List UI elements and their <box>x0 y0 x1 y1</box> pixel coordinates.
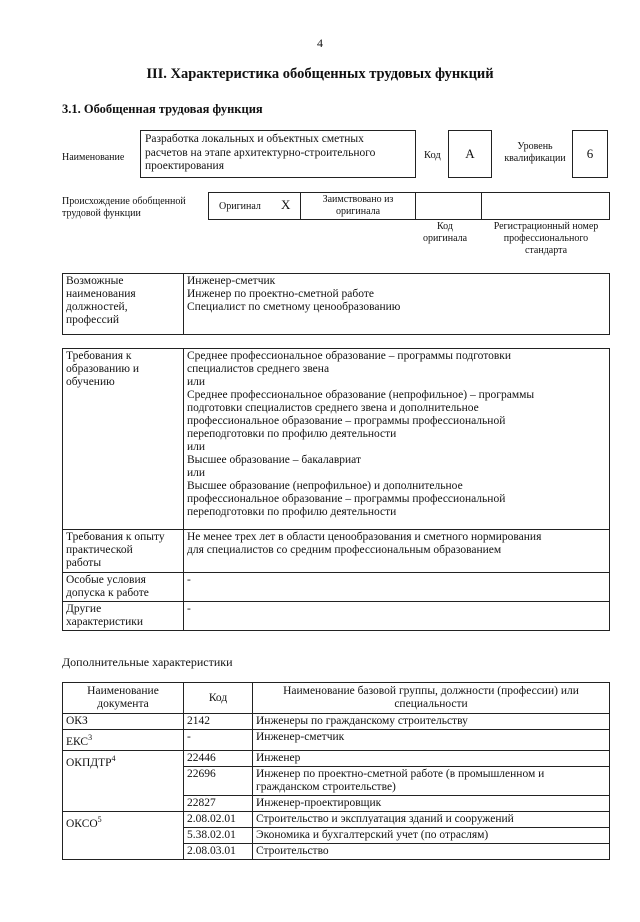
admission-label: Особые условия допуска к работе <box>63 573 184 602</box>
additional-table <box>62 682 610 860</box>
divider <box>300 193 301 219</box>
table-row <box>63 811 610 827</box>
page-number: 4 <box>317 36 323 50</box>
experience-value: Не менее трех лет в области ценообразования и сметного нормирования для специалистов со средним профессиональным образованием <box>184 530 610 573</box>
doc-cell: ЕКС$^3$ <box>63 730 184 751</box>
other-label: Другие характеристики <box>63 602 184 631</box>
table-row <box>63 274 610 335</box>
code-cell: 22696 <box>184 766 253 795</box>
table-header-row <box>63 683 610 714</box>
doc-cell: ОКПДТР$^4$ <box>63 750 184 811</box>
other-value: - <box>184 602 610 631</box>
table-row <box>63 349 610 530</box>
name-cell: Инженер-проектировщик <box>253 795 610 811</box>
function-name-line: Разработка локальных и объектных сметных <box>145 133 364 145</box>
borrowed-label: Заимствовано из оригинала <box>322 194 394 217</box>
header-doc: Наименование документа <box>63 683 184 714</box>
code-cell: 2.08.02.01 <box>184 811 253 827</box>
name-cell: Строительство и эксплуатация зданий и сооружений <box>253 811 610 827</box>
table-row <box>63 750 610 766</box>
name-cell: Инженеры по гражданскому строительству <box>253 714 610 730</box>
name-cell: Инженер <box>253 750 610 766</box>
name-cell: Строительство <box>253 843 610 859</box>
code-label: Код <box>424 150 441 161</box>
original-label: Оригинал <box>219 201 261 212</box>
function-name-box <box>140 130 416 178</box>
table-row <box>63 573 610 602</box>
origin-label: Происхождение обобщенной трудовой функции <box>62 196 186 219</box>
admission-value: - <box>184 573 610 602</box>
additional-heading: Дополнительные характеристики <box>62 655 233 669</box>
header-name: Наименование базовой группы, должности (профессии) или специальности <box>253 683 610 714</box>
education-label: Требования к образованию и обучению <box>63 349 184 530</box>
name-cell: Инженер-сметчик <box>253 730 610 751</box>
doc-cell: ОКСО$^5$ <box>63 811 184 859</box>
level-value: 6 <box>572 130 608 178</box>
function-name-line: проектирования <box>145 160 224 172</box>
divider <box>481 193 482 219</box>
level-label: Уровень квалификации <box>504 141 566 164</box>
experience-label: Требования к опыту практической работы <box>63 530 184 573</box>
code-cell: 2142 <box>184 714 253 730</box>
requirements-table <box>62 348 610 631</box>
name-cell: Инженер по проектно-сметной работе (в промышленном и гражданском строительстве) <box>253 766 610 795</box>
divider <box>415 193 416 219</box>
code-cell: 22827 <box>184 795 253 811</box>
section-title: III. Характеристика обобщенных трудовых функций <box>146 66 494 82</box>
code-cell: 5.38.02.01 <box>184 827 253 843</box>
table-row <box>63 602 610 631</box>
name-label: Наименование <box>62 152 125 163</box>
doc-cell: ОКЗ <box>63 714 184 730</box>
code-cell: 22446 <box>184 750 253 766</box>
name-cell: Экономика и бухгалтерский учет (по отраслям) <box>253 827 610 843</box>
subsection-title: 3.1. Обобщенная трудовая функция <box>62 102 263 116</box>
original-mark: X <box>281 197 291 212</box>
education-value: Среднее профессиональное образование – программы подготовки специалистов среднего звена или Среднее профессиональное образование (непрофильное) – программы подготовки специалистов среднего звена и дополнительное профессиональное образование – программы профессиональной переподготовки по профилю деятельности или Высшее образование – бакалавриат или Высшее образование (непрофильное) и дополнительное профессиональное образование – программы профессиональной переподготовки по профилю деятельности <box>184 349 610 530</box>
code-cell: 2.08.03.01 <box>184 843 253 859</box>
function-name-line: расчетов на этапе архитектурно-строительного <box>145 146 376 159</box>
positions-values: Инженер-сметчик Инженер по проектно-сметной работе Специалист по сметному ценообразованию <box>184 274 610 335</box>
code-value: A <box>448 130 492 178</box>
origin-row <box>208 192 610 220</box>
table-row <box>63 714 610 730</box>
code-caption: Код оригинала <box>422 221 468 244</box>
positions-table <box>62 273 610 335</box>
table-row <box>63 730 610 751</box>
positions-label: Возможные наименования должностей, профессий <box>63 274 184 335</box>
reg-caption: Регистрационный номер профессионального стандарта <box>493 221 599 256</box>
header-code: Код <box>184 683 253 714</box>
code-cell: - <box>184 730 253 751</box>
table-row <box>63 530 610 573</box>
